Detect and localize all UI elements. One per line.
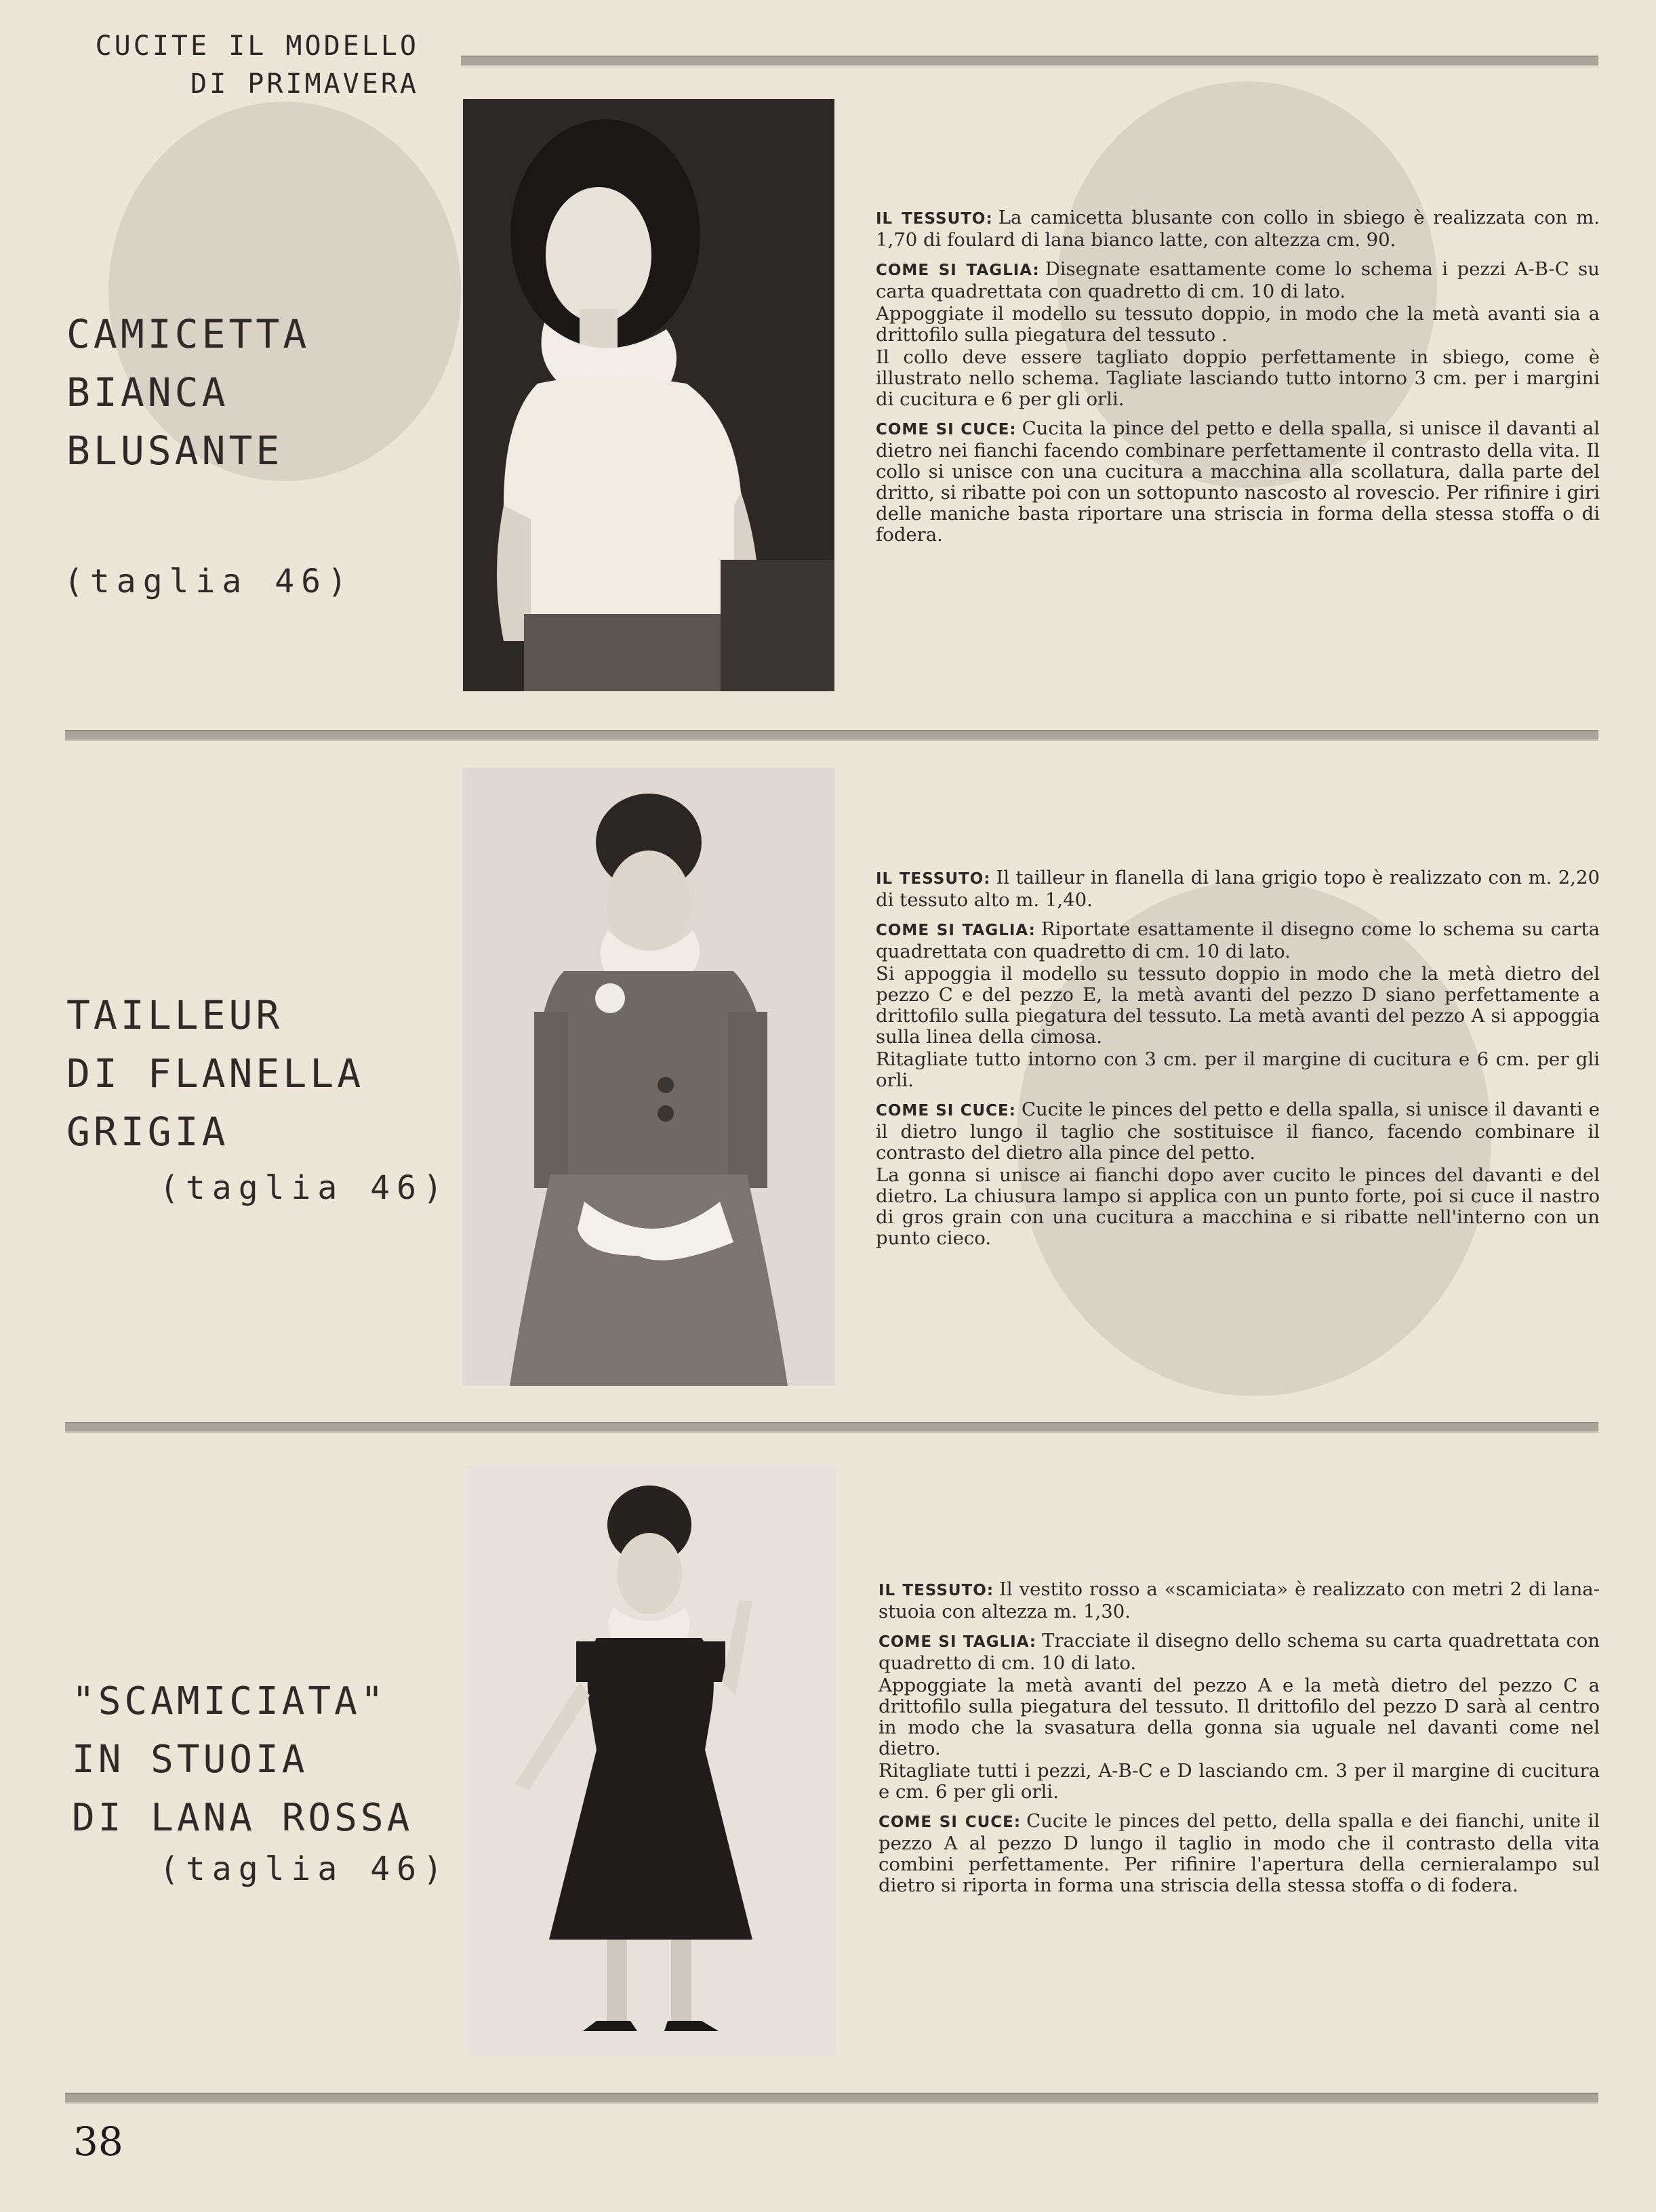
title-line: DI LANA ROSSA [72, 1796, 413, 1840]
tessuto-label: IL TESSUTO: [876, 210, 993, 228]
section-3-instructions [879, 1579, 1600, 1904]
section-2-title [66, 986, 364, 1161]
cuce-label: COME SI CUCE: [879, 1814, 1022, 1831]
taglia-label: COME SI TAGLIA: [876, 922, 1036, 939]
title-line: "SCAMICIATA" [72, 1679, 387, 1723]
taglia-label: COME SI TAGLIA: [879, 1633, 1037, 1651]
rule-bottom [65, 2093, 1598, 2104]
taglia-text: Tracciate il disegno dello schema su carta quadrettata con quadretto di cm. 10 di lato. [879, 1630, 1600, 1674]
title-line: CAMICETTA [66, 311, 310, 357]
title-line: DI FLANELLA [66, 1050, 365, 1097]
taglia-label: COME SI TAGLIA: [876, 262, 1040, 279]
section-3-size: (taglia 46) [159, 1850, 449, 1888]
taglia-text: Riportate esattamente il disegno come lo schema su carta quadrettata con quadretto di cm. 10 di lato. [876, 918, 1600, 962]
page-number: 38 [73, 2118, 123, 2165]
rule-1 [65, 730, 1598, 741]
cuce-text: Cucita la pince del petto e della spalla, si unisce il davanti al dietro nei fianchi facendo combinare perfettamente il contrasto della vita. Il collo si unisce con una cucitura a macchina alla scollatura, dalla parte del dritto, si ribatte poi con un sottopunto nascosto al rovescio. Per rifinire i giri delle maniche basta riportare una striscia in forma della stessa stoffa o di fodera. [876, 417, 1600, 546]
title-line: BIANCA [66, 369, 229, 415]
section-3-photo [468, 1465, 836, 2056]
taglia-text: Ritagliate tutti i pezzi, A-B-C e D lasciando cm. 3 per il margine di cucitura e cm. 6 per gli orli. [879, 1760, 1600, 1803]
taglia-text: Ritagliate tutto intorno con 3 cm. per il margine di cucitura e 6 cm. per gli orli. [876, 1048, 1600, 1091]
cuce-label: COME SI CUCE: [876, 421, 1017, 438]
title-line: BLUSANTE [66, 428, 283, 474]
rule-2 [65, 1422, 1598, 1433]
taglia-text: Si appoggia il modello su tessuto doppio in modo che la metà dietro del pezzo C e del pezzo E, la metà avanti del pezzo D siano perfettamente a drittofilo sulla piegatura del tessuto. La metà avanti del pezzo A si appoggia sulla linea della cimosa. [876, 963, 1600, 1048]
title-line: IN STUOIA [72, 1738, 308, 1782]
section-2-photo [462, 768, 835, 1386]
page-kicker: CUCITE IL MODELLO DI PRIMAVERA [95, 30, 419, 100]
section-2-instructions [876, 867, 1600, 1257]
taglia-text: Appoggiate il modello su tessuto doppio, in modo che la metà avanti sia a drittofilo sulla piegatura del tessuto . [876, 303, 1600, 346]
section-1-instructions [876, 207, 1600, 554]
title-line: TAILLEUR [66, 992, 283, 1038]
tessuto-text: La camicetta blusante con collo in sbiego è realizzata con m. 1,70 di foulard di lana bianco latte, con altezza cm. 90. [876, 207, 1600, 251]
section-2-size: (taglia 46) [159, 1169, 449, 1207]
section-1-photo [463, 99, 834, 691]
tessuto-label: IL TESSUTO: [876, 870, 991, 888]
tessuto-text: Il tailleur in flanella di lana grigio topo è realizzato con m. 2,20 di tessuto alto m. 1,40. [876, 867, 1600, 911]
cuce-text: Cucite le pinces del petto, della spalla e dei fianchi, unite il pezzo A al pezzo D lungo il taglio in modo che il contrasto della vita combini perfettamente. Per rifinire l'apertura della cernieralampo sul dietro si riporta in forma una striscia della stessa stoffa o di fodera. [879, 1810, 1600, 1896]
cuce-text: Cucite le pinces del petto e della spalla, si unisce il davanti e il dietro lungo il taglio che sostituisce il fianco, facendo combinare il contrasto del dietro alla pince del petto. [876, 1099, 1600, 1164]
section-1-size: (taglia 46) [64, 562, 354, 600]
taglia-text: Appoggiate la metà avanti del pezzo A e la metà dietro del pezzo C a drittofilo sulla piegatura del tessuto. Il drittofilo del pezzo D sarà al centro in modo che la svasatura della gonna sia uguale nel davanti come nel dietro. [879, 1675, 1600, 1759]
taglia-text: Il collo deve essere tagliato doppio perfettamente in sbiego, come è illustrato nello schema. Tagliate lasciando tutto intorno 3 cm. per i margini di cucitura e 6 per gli orli. [876, 346, 1600, 410]
tessuto-text: Il vestito rosso a «scamiciata» è realizzato con metri 2 di lana-stuoia con altezza m. 1,30. [879, 1578, 1600, 1622]
tessuto-label: IL TESSUTO: [879, 1582, 994, 1599]
cuce-text: La gonna si unisce ai fianchi dopo aver cucito le pinces del davanti e del dietro. La chiusura lampo si applica con un punto forte, poi si cuce il nastro di gros grain con una cucitura a macchina e si ribatte nell'interno con un punto cieco. [876, 1164, 1600, 1249]
section-3-title [72, 1673, 413, 1847]
cuce-label: COME SI CUCE: [876, 1102, 1016, 1120]
section-1-title [66, 305, 310, 480]
rule-top [461, 56, 1598, 66]
title-line: GRIGIA [66, 1109, 229, 1155]
taglia-text: Disegnate esattamente come lo schema i pezzi A-B-C su carta quadrettata con quadretto di cm. 10 di lato. [876, 258, 1600, 302]
